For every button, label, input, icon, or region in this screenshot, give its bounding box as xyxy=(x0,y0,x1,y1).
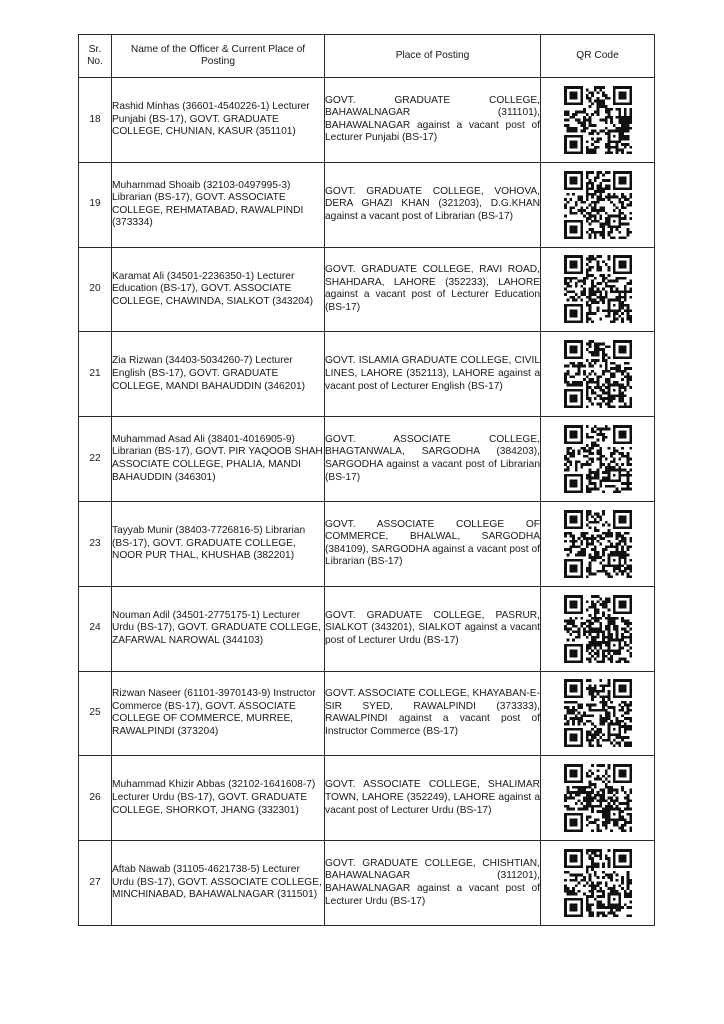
table-row xyxy=(79,162,655,247)
header-qr-code: QR Code xyxy=(541,35,655,78)
header-place-of-posting: Place of Posting xyxy=(325,35,541,78)
table-body xyxy=(79,78,655,926)
place-of-posting: GOVT. ASSOCIATE COLLEGE, SHALIMAR TOWN, LAHORE (352249), LAHORE against a vacant post of Lecturer Urdu (BS-17) xyxy=(325,756,541,841)
officer-details: Aftab Nawab (31105-4621738-5) Lecturer Urdu (BS-17), GOVT. ASSOCIATE COLLEGE, MINCHINABAD, BAHAWALNAGAR (311501) xyxy=(112,841,325,926)
qr-code-icon xyxy=(564,171,632,239)
place-of-posting: GOVT. GRADUATE COLLEGE, BAHAWALNAGAR (311101), BAHAWALNAGAR against a vacant post of Lecturer Punjabi (BS-17) xyxy=(325,78,541,163)
sr-number: 27 xyxy=(79,841,112,926)
table-row xyxy=(79,756,655,841)
table-row xyxy=(79,332,655,417)
table-row xyxy=(79,247,655,332)
table-row xyxy=(79,417,655,502)
place-of-posting: GOVT. GRADUATE COLLEGE, VOHOVA, DERA GHAZI KHAN (321203), D.G.KHAN against a vacant post of Librarian (BS-17) xyxy=(325,162,541,247)
table-row xyxy=(79,671,655,756)
officer-details: Muhammad Asad Ali (38401-4016905-9) Librarian (BS-17), GOVT. PIR YAQOOB SHAH ASSOCIATE COLLEGE, PHALIA, MANDI BAHAUDDIN (346301) xyxy=(112,417,325,502)
qr-cell xyxy=(541,841,655,926)
qr-cell xyxy=(541,671,655,756)
qr-code-icon xyxy=(564,255,632,323)
place-of-posting: GOVT. GRADUATE COLLEGE, RAVI ROAD, SHAHDARA, LAHORE (352233), LAHORE against a vacant post of Lecturer Education (BS-17) xyxy=(325,247,541,332)
sr-number: 19 xyxy=(79,162,112,247)
officer-details: Tayyab Munir (38403-7726816-5) Librarian (BS-17), GOVT. GRADUATE COLLEGE, NOOR PUR THAL, KHUSHAB (382201) xyxy=(112,501,325,586)
qr-cell xyxy=(541,78,655,163)
qr-cell xyxy=(541,501,655,586)
sr-number: 26 xyxy=(79,756,112,841)
officer-details: Rashid Minhas (36601-4540226-1) Lecturer Punjabi (BS-17), GOVT. GRADUATE COLLEGE, CHUNIAN, KASUR (351101) xyxy=(112,78,325,163)
officer-details: Karamat Ali (34501-2236350-1) Lecturer Education (BS-17), GOVT. ASSOCIATE COLLEGE, CHAWINDA, SIALKOT (343204) xyxy=(112,247,325,332)
table-row xyxy=(79,841,655,926)
qr-code-icon xyxy=(564,340,632,408)
sr-number: 23 xyxy=(79,501,112,586)
table-row xyxy=(79,78,655,163)
place-of-posting: GOVT. ASSOCIATE COLLEGE OF COMMERCE, BHALWAL, SARGODHA (384109), SARGODHA against a vacant post of Librarian (BS-17) xyxy=(325,501,541,586)
sr-number: 21 xyxy=(79,332,112,417)
sr-number: 20 xyxy=(79,247,112,332)
sr-number: 24 xyxy=(79,586,112,671)
qr-code-icon xyxy=(564,510,632,578)
sr-number: 25 xyxy=(79,671,112,756)
officer-details: Rizwan Naseer (61101-3970143-9) Instructor Commerce (BS-17), GOVT. ASSOCIATE COLLEGE OF COMMERCE, MURREE, RAWALPINDI (373204) xyxy=(112,671,325,756)
qr-code-icon xyxy=(564,764,632,832)
qr-code-icon xyxy=(564,679,632,747)
sr-number: 18 xyxy=(79,78,112,163)
header-sr-no: Sr. No. xyxy=(79,35,112,78)
place-of-posting: GOVT. GRADUATE COLLEGE, PASRUR, SIALKOT (343201), SIALKOT against a vacant post of Lecturer Urdu (BS-17) xyxy=(325,586,541,671)
officer-details: Zia Rizwan (34403-5034260-7) Lecturer English (BS-17), GOVT. GRADUATE COLLEGE, MANDI BAHAUDDIN (346201) xyxy=(112,332,325,417)
officer-details: Muhammad Khizir Abbas (32102-1641608-7) Lecturer Urdu (BS-17), GOVT. GRADUATE COLLEGE, SHORKOT, JHANG (332301) xyxy=(112,756,325,841)
table-header-row xyxy=(79,35,655,78)
place-of-posting: GOVT. ISLAMIA GRADUATE COLLEGE, CIVIL LINES, LAHORE (352113), LAHORE against a vacant post of Lecturer English (BS-17) xyxy=(325,332,541,417)
officer-details: Muhammad Shoaib (32103-0497995-3) Librarian (BS-17), GOVT. ASSOCIATE COLLEGE, REHMATABAD, RAWALPINDI (373334) xyxy=(112,162,325,247)
place-of-posting: GOVT. GRADUATE COLLEGE, CHISHTIAN, BAHAWALNAGAR (311201), BAHAWALNAGAR against a vacant post of Lecturer Urdu (BS-17) xyxy=(325,841,541,926)
officer-details: Nouman Adil (34501-2775175-1) Lecturer Urdu (BS-17), GOVT. GRADUATE COLLEGE, ZAFARWAL NAROWAL (344103) xyxy=(112,586,325,671)
place-of-posting: GOVT. ASSOCIATE COLLEGE, BHAGTANWALA, SARGODHA (384203), SARGODHA against a vacant post of Librarian (BS-17) xyxy=(325,417,541,502)
header-officer-name: Name of the Officer & Current Place of Posting xyxy=(112,35,325,78)
table-row xyxy=(79,586,655,671)
qr-cell xyxy=(541,756,655,841)
qr-cell xyxy=(541,417,655,502)
place-of-posting: GOVT. ASSOCIATE COLLEGE, KHAYABAN-E-SIR SYED, RAWALPINDI (373333), RAWALPINDI against a vacant post of Instructor Commerce (BS-17) xyxy=(325,671,541,756)
table-row xyxy=(79,501,655,586)
qr-code-icon xyxy=(564,849,632,917)
qr-code-icon xyxy=(564,425,632,493)
qr-cell xyxy=(541,247,655,332)
qr-code-icon xyxy=(564,595,632,663)
qr-code-icon xyxy=(564,86,632,154)
qr-cell xyxy=(541,162,655,247)
qr-cell xyxy=(541,332,655,417)
posting-table xyxy=(78,34,655,926)
sr-number: 22 xyxy=(79,417,112,502)
qr-cell xyxy=(541,586,655,671)
